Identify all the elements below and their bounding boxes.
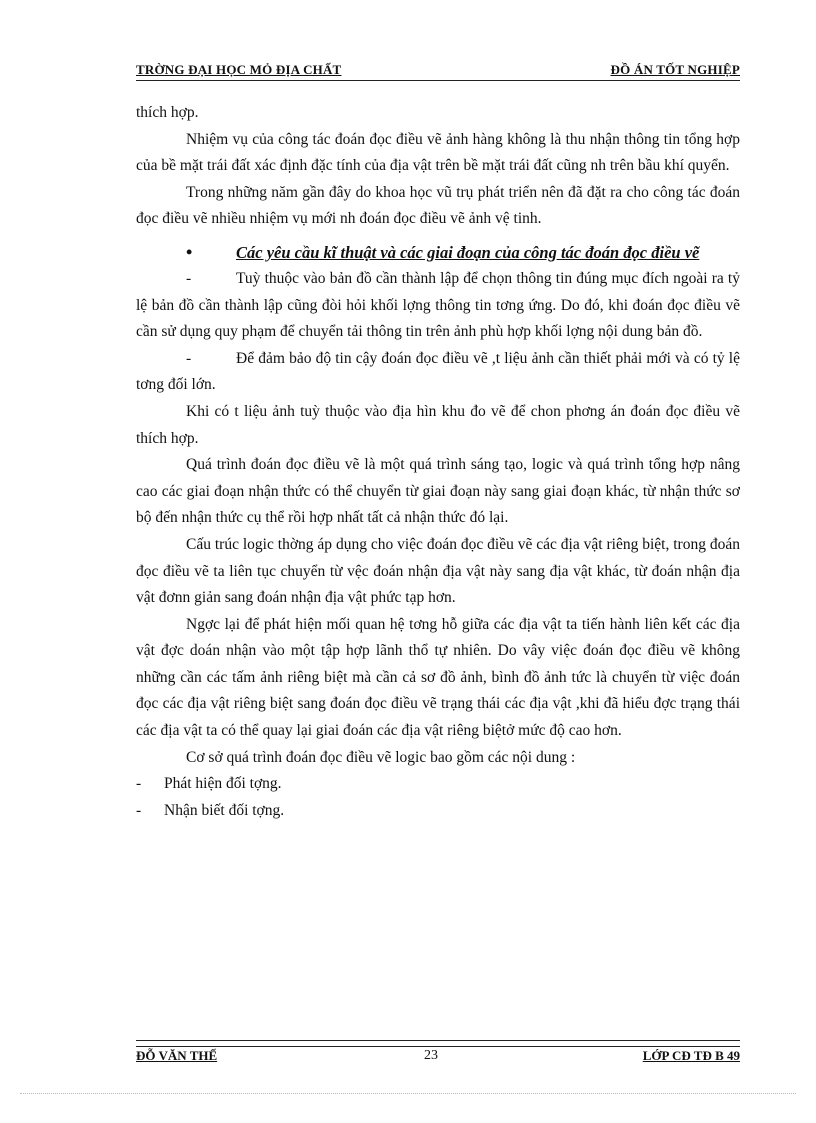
section-heading-text: Các yêu cầu kĩ thuật và các giai đoạn của công tác đoán đọc điều vẽ xyxy=(236,242,700,262)
list-item-text: Phát hiện đối tợng. xyxy=(164,775,282,793)
document-body xyxy=(136,100,740,824)
list-item xyxy=(136,771,740,798)
page-header xyxy=(136,58,740,81)
dash-marker: - xyxy=(136,775,142,793)
paragraph: Quá trình đoán đọc điều vẽ là một quá trình sáng tạo, logic và quá trình tổng hợp nâng cao các giai đoạn nhận thức có thể chuyển từ giai đoạn này sang giai đoạn khác, từ nhận thức sơ bộ đến nhận thức cụ thể rồi hợp nhất tất cả nhận thức đó lại. xyxy=(136,456,740,527)
footer-divider xyxy=(136,1040,740,1047)
header-title: ĐỒ ÁN TỐT NGHIỆP xyxy=(610,62,740,77)
dash-marker: - xyxy=(136,801,142,819)
paragraph-text: Tuỳ thuộc vào bản đồ cần thành lập để chọn thông tin đúng mục đích ngoài ra tỷ lệ bản đồ cần thành lập cũng đòi hỏi khối lợng thông tin tơng ứng. Do đó, khi đoán đọc điều vẽ cần sử dụng quy phạm để chuyển tải thông tin trên ảnh phù hợp khối lợng nội dung bản đồ. xyxy=(136,269,740,341)
list-item xyxy=(136,798,740,825)
paragraph: Nhiệm vụ của công tác đoán đọc điều vẽ ảnh hàng không là thu nhận thông tin tổng hợp của bề mặt trái đất xác định đặc tính của địa vật trên bề mặt trái đất cũng nh trên bầu khí quyển. xyxy=(136,130,740,175)
paragraph xyxy=(136,346,740,399)
page-footer xyxy=(136,1048,740,1068)
section-heading xyxy=(136,239,740,266)
page-number: 23 xyxy=(424,1048,438,1063)
paragraph: Trong những năm gần đây do khoa học vũ trụ phát triển nên đã đặt ra cho công tác đoán đọc điều vẽ nhiều nhiệm vụ mới nh đoán đọc điều vẽ ảnh vệ tinh. xyxy=(136,183,740,228)
paragraph: Ngợc lại để phát hiện mối quan hệ tơng hỗ giữa các địa vật ta tiến hành liên kết các địa vật đợc doán nhận vào một tập hợp lãnh thổ tự nhiên. Do vây việc đoán đọc điều vẽ không những cần các tấm ảnh riêng biệt mà cần cả sơ đồ ảnh, bình đồ ảnh tức là chuyển từ việc đoán đọc các địa vật riêng biệt sang đoán đọc điều vẽ trạng thái các địa vật ,khi đã hiểu đợc trạng thái các địa vật ta có thể quay lại giai đoán các địa vật riêng biệtở mức độ cao hơn. xyxy=(136,615,740,740)
dash-marker: - xyxy=(186,269,192,287)
dash-marker: - xyxy=(186,349,192,367)
bullet-icon: • xyxy=(186,241,193,262)
paragraph: Cơ sở quá trình đoán đọc điều vẽ logic bao gồm các nội dung : xyxy=(186,748,576,766)
footer-class: LỚP CĐ TĐ B 49 xyxy=(642,1048,740,1063)
paragraph: thích hợp. xyxy=(136,104,199,121)
list-item-text: Nhận biết đối tợng. xyxy=(164,801,285,819)
paragraph: Khi có t liệu ảnh tuỳ thuộc vào địa hìn khu đo vẽ để chon phơng án đoán đọc điều vẽ thích hợp. xyxy=(136,402,740,447)
page-edge-dots xyxy=(20,1093,796,1094)
footer-author: ĐỖ VĂN THẾ xyxy=(136,1048,218,1063)
paragraph-text: Để đảm bảo độ tin cậy đoán đọc điều vẽ ,t liệu ảnh cần thiết phải mới và có tỷ lệ tơng đối lớn. xyxy=(136,349,740,394)
header-school: TRỜNG ĐẠI HỌC MỎ ĐỊA CHẤT xyxy=(136,62,342,77)
paragraph xyxy=(136,266,740,346)
paragraph: Cấu trúc logic thờng áp dụng cho việc đoán đọc điều vẽ các địa vật riêng biệt, trong đoán đọc điều vẽ ta liên tục chuyển từ vệc đoán nhận địa vật này sang địa vật khác, từ đoán nhận địa vật đơnn giản sang đoán nhận địa vật phức tạp hơn. xyxy=(136,535,740,607)
